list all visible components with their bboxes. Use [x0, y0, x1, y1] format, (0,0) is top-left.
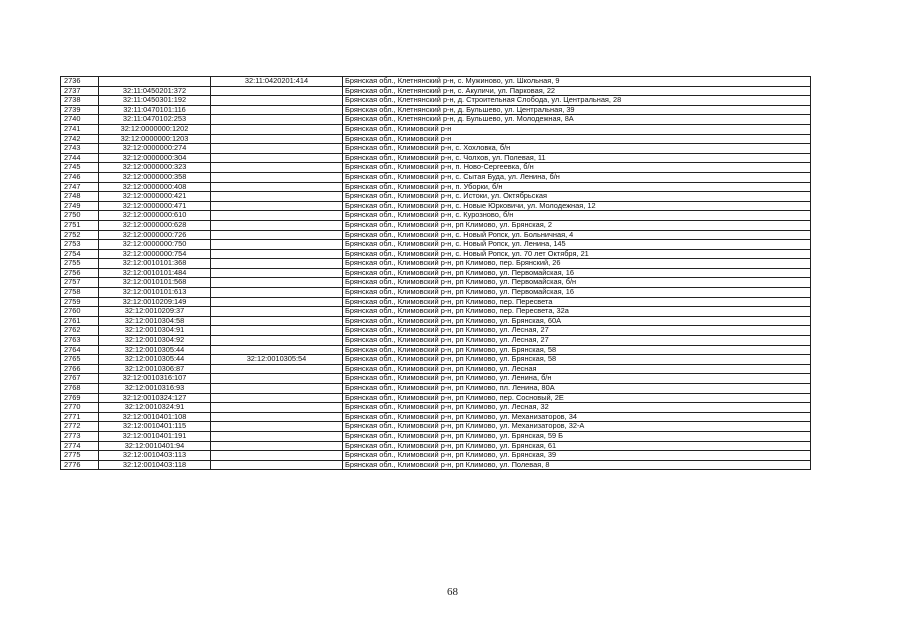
address-cell: Брянская обл., Клетнянский р-н, д. Бульшево, ул. Центральная, 39 [343, 105, 811, 115]
row-number-cell: 2758 [61, 288, 99, 298]
row-number-cell: 2739 [61, 105, 99, 115]
table-row [61, 86, 811, 96]
address-cell: Брянская обл., Климовский р-н, с. Хохловка, б/н [343, 144, 811, 154]
cadastral-number-cell: 32:11:0450201:372 [99, 86, 211, 96]
table-row [61, 374, 811, 384]
address-cell: Брянская обл., Климовский р-н, рп Климово, ул. Брянская, 39 [343, 451, 811, 461]
table-row [61, 345, 811, 355]
row-number-cell: 2767 [61, 374, 99, 384]
row-number-cell: 2769 [61, 393, 99, 403]
cadastral-number-cell: 32:12:0000000:754 [99, 249, 211, 259]
row-number-cell: 2760 [61, 307, 99, 317]
page-number: 68 [447, 586, 458, 598]
cadastral-number-cell: 32:12:0010401:191 [99, 431, 211, 441]
table-row [61, 403, 811, 413]
row-number-cell: 2751 [61, 220, 99, 230]
linked-cadastral-number-cell [211, 451, 343, 461]
cadastral-number-cell: 32:12:0010401:108 [99, 412, 211, 422]
row-number-cell: 2742 [61, 134, 99, 144]
table-row [61, 124, 811, 134]
linked-cadastral-number-cell [211, 316, 343, 326]
cadastral-number-cell [99, 77, 211, 87]
table-row [61, 77, 811, 87]
linked-cadastral-number-cell [211, 192, 343, 202]
linked-cadastral-number-cell [211, 105, 343, 115]
linked-cadastral-number-cell [211, 163, 343, 173]
table-row [61, 201, 811, 211]
address-cell: Брянская обл., Климовский р-н, рп Климово, ул. Брянская, 59 Б [343, 431, 811, 441]
table-row [61, 144, 811, 154]
linked-cadastral-number-cell [211, 393, 343, 403]
linked-cadastral-number-cell [211, 86, 343, 96]
row-number-cell: 2753 [61, 240, 99, 250]
address-cell: Брянская обл., Климовский р-н, рп Климово, ул. Механизаторов, 34 [343, 412, 811, 422]
linked-cadastral-number-cell [211, 297, 343, 307]
address-cell: Брянская обл., Климовский р-н, с. Новый Ропск, ул. Больничная, 4 [343, 230, 811, 240]
cadastral-number-cell: 32:12:0000000:274 [99, 144, 211, 154]
row-number-cell: 2743 [61, 144, 99, 154]
cadastral-number-cell: 32:12:0000000:726 [99, 230, 211, 240]
cadastral-number-cell: 32:12:0010401:94 [99, 441, 211, 451]
cadastral-number-cell: 32:12:0010403:118 [99, 460, 211, 470]
table-row [61, 182, 811, 192]
address-cell: Брянская обл., Климовский р-н, рп Климово, ул. Лесная [343, 364, 811, 374]
linked-cadastral-number-cell [211, 460, 343, 470]
row-number-cell: 2775 [61, 451, 99, 461]
row-number-cell: 2759 [61, 297, 99, 307]
cadastral-number-cell: 32:12:0010305:44 [99, 345, 211, 355]
address-cell: Брянская обл., Климовский р-н, рп Климово, пер. Брянский, 26 [343, 259, 811, 269]
table-row [61, 288, 811, 298]
table-row [61, 163, 811, 173]
address-cell: Брянская обл., Климовский р-н, рп Климово, ул. Первомайская, 16 [343, 288, 811, 298]
table-row [61, 451, 811, 461]
linked-cadastral-number-cell [211, 288, 343, 298]
linked-cadastral-number-cell [211, 441, 343, 451]
table-row [61, 326, 811, 336]
cadastral-number-cell: 32:12:0000000:610 [99, 211, 211, 221]
row-number-cell: 2756 [61, 268, 99, 278]
address-cell: Брянская обл., Климовский р-н, рп Климово, ул. Лесная, 27 [343, 336, 811, 346]
address-cell: Брянская обл., Климовский р-н, рп Климово, ул. Брянская, 60А [343, 316, 811, 326]
table-row [61, 307, 811, 317]
row-number-cell: 2774 [61, 441, 99, 451]
cadastral-number-cell: 32:12:0010403:113 [99, 451, 211, 461]
linked-cadastral-number-cell [211, 182, 343, 192]
linked-cadastral-number-cell [211, 124, 343, 134]
linked-cadastral-number-cell [211, 403, 343, 413]
address-cell: Брянская обл., Климовский р-н, рп Климово, ул. Первомайская, 16 [343, 268, 811, 278]
linked-cadastral-number-cell [211, 96, 343, 106]
table-row [61, 105, 811, 115]
address-cell: Брянская обл., Климовский р-н, рп Климово, ул. Полевая, 8 [343, 460, 811, 470]
address-cell: Брянская обл., Климовский р-н, рп Климово, ул. Лесная, 27 [343, 326, 811, 336]
address-cell: Брянская обл., Климовский р-н, с. Истоки, ул. Октябрьская [343, 192, 811, 202]
row-number-cell: 2771 [61, 412, 99, 422]
table-row [61, 278, 811, 288]
linked-cadastral-number-cell [211, 364, 343, 374]
row-number-cell: 2746 [61, 172, 99, 182]
table-row [61, 441, 811, 451]
row-number-cell: 2772 [61, 422, 99, 432]
row-number-cell: 2762 [61, 326, 99, 336]
address-cell: Брянская обл., Климовский р-н, с. Сытая Буда, ул. Ленина, б/н [343, 172, 811, 182]
linked-cadastral-number-cell [211, 431, 343, 441]
table-row [61, 412, 811, 422]
linked-cadastral-number-cell [211, 153, 343, 163]
table-row [61, 134, 811, 144]
linked-cadastral-number-cell [211, 278, 343, 288]
cadastral-number-cell: 32:12:0010316:93 [99, 384, 211, 394]
table-row [61, 230, 811, 240]
cadastral-number-cell: 32:12:0000000:358 [99, 172, 211, 182]
row-number-cell: 2749 [61, 201, 99, 211]
row-number-cell: 2765 [61, 355, 99, 365]
linked-cadastral-number-cell: 32:11:0420201:414 [211, 77, 343, 87]
table-row [61, 297, 811, 307]
table-row [61, 422, 811, 432]
cadastral-number-cell: 32:12:0010324:91 [99, 403, 211, 413]
table-row [61, 96, 811, 106]
linked-cadastral-number-cell [211, 307, 343, 317]
address-cell: Брянская обл., Клетнянский р-н, д. Бульшево, ул. Молодежная, 8А [343, 115, 811, 125]
table-row [61, 460, 811, 470]
row-number-cell: 2736 [61, 77, 99, 87]
table-row [61, 240, 811, 250]
address-cell: Брянская обл., Климовский р-н, п. Ново-Сергеевка, б/н [343, 163, 811, 173]
linked-cadastral-number-cell [211, 115, 343, 125]
row-number-cell: 2741 [61, 124, 99, 134]
address-cell: Брянская обл., Климовский р-н [343, 134, 811, 144]
table-row [61, 259, 811, 269]
table-row [61, 355, 811, 365]
table-row [61, 268, 811, 278]
cadastral-number-cell: 32:12:0000000:421 [99, 192, 211, 202]
address-cell: Брянская обл., Климовский р-н, с. Новый Ропск, ул. 70 лет Октября, 21 [343, 249, 811, 259]
row-number-cell: 2750 [61, 211, 99, 221]
table-row [61, 153, 811, 163]
property-table [60, 76, 811, 470]
address-cell: Брянская обл., Климовский р-н, рп Климово, пер. Пересвета, 32а [343, 307, 811, 317]
row-number-cell: 2763 [61, 336, 99, 346]
cadastral-number-cell: 32:12:0010324:127 [99, 393, 211, 403]
table-row [61, 393, 811, 403]
table-row [61, 211, 811, 221]
table-row [61, 249, 811, 259]
address-cell: Брянская обл., Климовский р-н, п. Уборки, б/н [343, 182, 811, 192]
cadastral-number-cell: 32:12:0000000:750 [99, 240, 211, 250]
table-row [61, 336, 811, 346]
row-number-cell: 2770 [61, 403, 99, 413]
row-number-cell: 2768 [61, 384, 99, 394]
row-number-cell: 2748 [61, 192, 99, 202]
address-cell: Брянская обл., Климовский р-н, с. Новые Юрковичи, ул. Молодежная, 12 [343, 201, 811, 211]
table-row [61, 364, 811, 374]
cadastral-number-cell: 32:12:0010101:484 [99, 268, 211, 278]
row-number-cell: 2747 [61, 182, 99, 192]
cadastral-number-cell: 32:12:0010101:368 [99, 259, 211, 269]
address-cell: Брянская обл., Климовский р-н, рп Климово, ул. Брянская, 61 [343, 441, 811, 451]
linked-cadastral-number-cell [211, 345, 343, 355]
cadastral-number-cell: 32:12:0000000:323 [99, 163, 211, 173]
cadastral-number-cell: 32:12:0000000:628 [99, 220, 211, 230]
linked-cadastral-number-cell [211, 211, 343, 221]
address-cell: Брянская обл., Климовский р-н, рп Климово, ул. Первомайская, б/н [343, 278, 811, 288]
table-body [61, 77, 811, 470]
table-row [61, 172, 811, 182]
linked-cadastral-number-cell [211, 201, 343, 211]
cadastral-number-cell: 32:12:0010305:44 [99, 355, 211, 365]
cadastral-number-cell: 32:12:0010316:107 [99, 374, 211, 384]
linked-cadastral-number-cell [211, 240, 343, 250]
row-number-cell: 2776 [61, 460, 99, 470]
cadastral-number-cell: 32:11:0450301:192 [99, 96, 211, 106]
address-cell: Брянская обл., Климовский р-н, рп Климово, пер. Сосновый, 2Е [343, 393, 811, 403]
cadastral-number-cell: 32:12:0010306:87 [99, 364, 211, 374]
linked-cadastral-number-cell [211, 336, 343, 346]
address-cell: Брянская обл., Климовский р-н, рп Климово, ул. Брянская, 2 [343, 220, 811, 230]
table-row [61, 220, 811, 230]
table-row [61, 192, 811, 202]
row-number-cell: 2738 [61, 96, 99, 106]
linked-cadastral-number-cell [211, 326, 343, 336]
table-row [61, 115, 811, 125]
row-number-cell: 2754 [61, 249, 99, 259]
address-cell: Брянская обл., Клетнянский р-н, с. Акуличи, ул. Парковая, 22 [343, 86, 811, 96]
address-cell: Брянская обл., Климовский р-н [343, 124, 811, 134]
address-cell: Брянская обл., Климовский р-н, рп Климово, ул. Брянская, 58 [343, 355, 811, 365]
address-cell: Брянская обл., Климовский р-н, с. Новый Ропск, ул. Ленина, 145 [343, 240, 811, 250]
row-number-cell: 2752 [61, 230, 99, 240]
linked-cadastral-number-cell [211, 230, 343, 240]
row-number-cell: 2764 [61, 345, 99, 355]
linked-cadastral-number-cell [211, 422, 343, 432]
cadastral-number-cell: 32:12:0010304:91 [99, 326, 211, 336]
row-number-cell: 2737 [61, 86, 99, 96]
cadastral-number-cell: 32:12:0010209:149 [99, 297, 211, 307]
cadastral-number-cell: 32:12:0010101:568 [99, 278, 211, 288]
row-number-cell: 2755 [61, 259, 99, 269]
address-cell: Брянская обл., Климовский р-н, рп Климово, пл. Ленина, 80А [343, 384, 811, 394]
row-number-cell: 2740 [61, 115, 99, 125]
table-row [61, 384, 811, 394]
linked-cadastral-number-cell: 32:12:0010305:54 [211, 355, 343, 365]
address-cell: Брянская обл., Климовский р-н, с. Чолхов, ул. Полевая, 11 [343, 153, 811, 163]
cadastral-number-cell: 32:12:0010401:115 [99, 422, 211, 432]
address-cell: Брянская обл., Клетнянский р-н, с. Мужиново, ул. Школьная, 9 [343, 77, 811, 87]
address-cell: Брянская обл., Климовский р-н, рп Климово, пер. Пересвета [343, 297, 811, 307]
linked-cadastral-number-cell [211, 144, 343, 154]
cadastral-number-cell: 32:12:0000000:1202 [99, 124, 211, 134]
linked-cadastral-number-cell [211, 374, 343, 384]
linked-cadastral-number-cell [211, 412, 343, 422]
table-row [61, 316, 811, 326]
cadastral-number-cell: 32:12:0010304:92 [99, 336, 211, 346]
address-cell: Брянская обл., Климовский р-н, рп Климово, ул. Ленина, б/н [343, 374, 811, 384]
cadastral-number-cell: 32:12:0000000:471 [99, 201, 211, 211]
address-cell: Брянская обл., Климовский р-н, рп Климово, ул. Механизаторов, 32-А [343, 422, 811, 432]
linked-cadastral-number-cell [211, 172, 343, 182]
row-number-cell: 2757 [61, 278, 99, 288]
cadastral-number-cell: 32:11:0470101:116 [99, 105, 211, 115]
row-number-cell: 2744 [61, 153, 99, 163]
cadastral-number-cell: 32:12:0000000:1203 [99, 134, 211, 144]
cadastral-number-cell: 32:12:0010304:58 [99, 316, 211, 326]
linked-cadastral-number-cell [211, 384, 343, 394]
address-cell: Брянская обл., Клетнянский р-н, д. Строительная Слобода, ул. Центральная, 28 [343, 96, 811, 106]
cadastral-number-cell: 32:12:0000000:408 [99, 182, 211, 192]
row-number-cell: 2745 [61, 163, 99, 173]
address-cell: Брянская обл., Климовский р-н, рп Климово, ул. Брянская, 58 [343, 345, 811, 355]
cadastral-number-cell: 32:11:0470102:253 [99, 115, 211, 125]
cadastral-number-cell: 32:12:0010209:37 [99, 307, 211, 317]
linked-cadastral-number-cell [211, 220, 343, 230]
cadastral-number-cell: 32:12:0010101:613 [99, 288, 211, 298]
row-number-cell: 2766 [61, 364, 99, 374]
address-cell: Брянская обл., Климовский р-н, с. Курозново, б/н [343, 211, 811, 221]
linked-cadastral-number-cell [211, 134, 343, 144]
row-number-cell: 2761 [61, 316, 99, 326]
linked-cadastral-number-cell [211, 268, 343, 278]
address-cell: Брянская обл., Климовский р-н, рп Климово, ул. Лесная, 32 [343, 403, 811, 413]
linked-cadastral-number-cell [211, 249, 343, 259]
table-row [61, 431, 811, 441]
row-number-cell: 2773 [61, 431, 99, 441]
linked-cadastral-number-cell [211, 259, 343, 269]
cadastral-number-cell: 32:12:0000000:304 [99, 153, 211, 163]
